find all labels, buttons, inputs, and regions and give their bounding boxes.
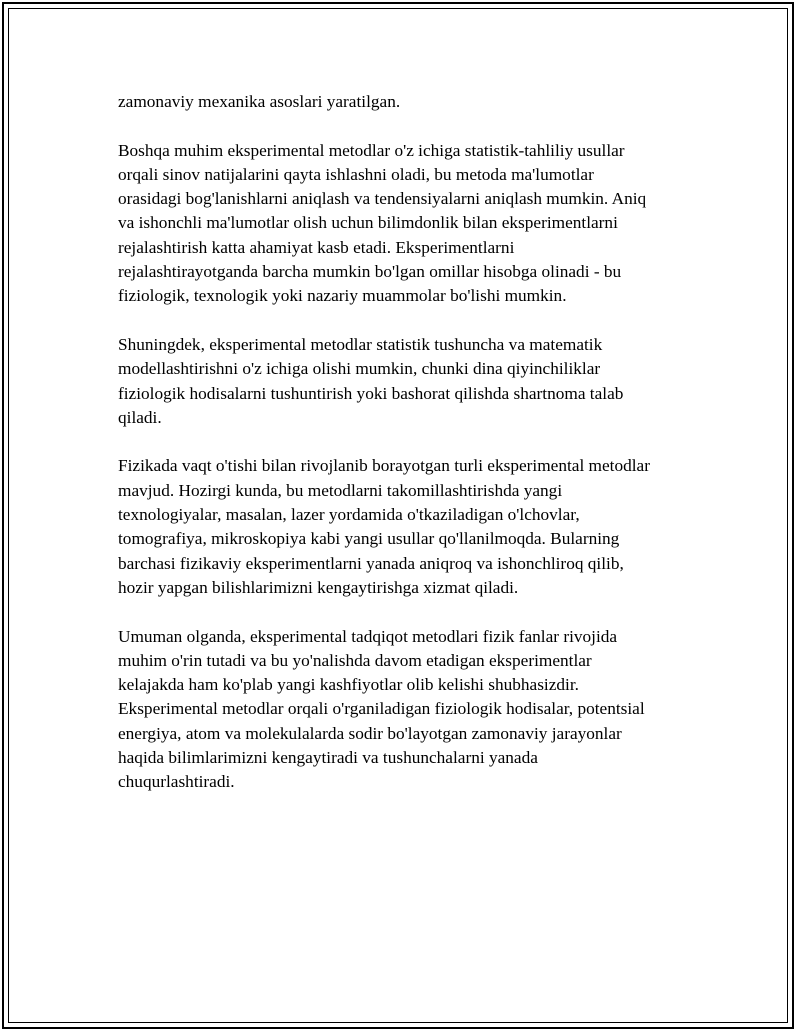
paragraph-1: zamonaviy mexanika asoslari yaratilgan. bbox=[118, 92, 401, 111]
paragraph-2: Boshqa muhim eksperimental metodlar o'z ichiga statistik-tahliliy usullar orqali sinov natijalarini qayta ishlashni oladi, bu metoda ma'lumotlar orasidagi bog'lanishlarni aniqlash va tendensiyalarni aniqlash mumkin. Aniq va ishonchli ma'lumotlar olish uchun bilimdonlik bilan eksperimentlarni rejalashtirish katta ahamiyat kasb etadi. Eksperimentlarni rejalashtirayotganda barcha mumkin bo'lgan omillar hisobga olinadi - bu fiziologik, texnologik yoki nazariy muammolar bo'lishi mumkin. bbox=[118, 140, 647, 306]
paragraph-3: Shuningdek, eksperimental metodlar statistik tushuncha va matematik modellashtirishni o'z ichiga olishi mumkin, chunki dina qiyinchiliklar fiziologik hodisalarni tushuntirish yoki bashorat qilishda shartnoma talab qiladi. bbox=[118, 334, 624, 427]
paragraph-5: Umuman olganda, eksperimental tadqiqot metodlari fizik fanlar rivojida muhim o'rin tutadi va bu yo'nalishda davom etadigan eksperimentlar kelajakda ham ko'plab yangi kashfiyotlar olib kelishi shubhasizdir. Eksperimental metodlar orqali o'rganiladigan fiziologik hodisalar, potentsial energiya, atom va molekulalarda sodir bo'layotgan zamonaviy jarayonlar haqida bilimlarimizni kengaytiradi va tushunchalarni yanada chuqurlashtiradi. bbox=[118, 626, 645, 792]
document-body bbox=[118, 90, 690, 819]
paragraph-4: Fizikada vaqt o'tishi bilan rivojlanib borayotgan turli eksperimental metodlar mavjud. Hozirgi kunda, bu metodlarni takomillashtirishda yangi texnologiyalar, masalan, lazer yordamida o'tkaziladigan o'lchovlar, tomografiya, mikroskopiya kabi yangi usullar qo'llanilmoqda. Bularning barchasi fizikaviy eksperimentlarni yanada aniqroq va ishonchliroq qilib, hozir yapgan bilishlarimizni kengaytirishga xizmat qiladi. bbox=[118, 456, 650, 597]
